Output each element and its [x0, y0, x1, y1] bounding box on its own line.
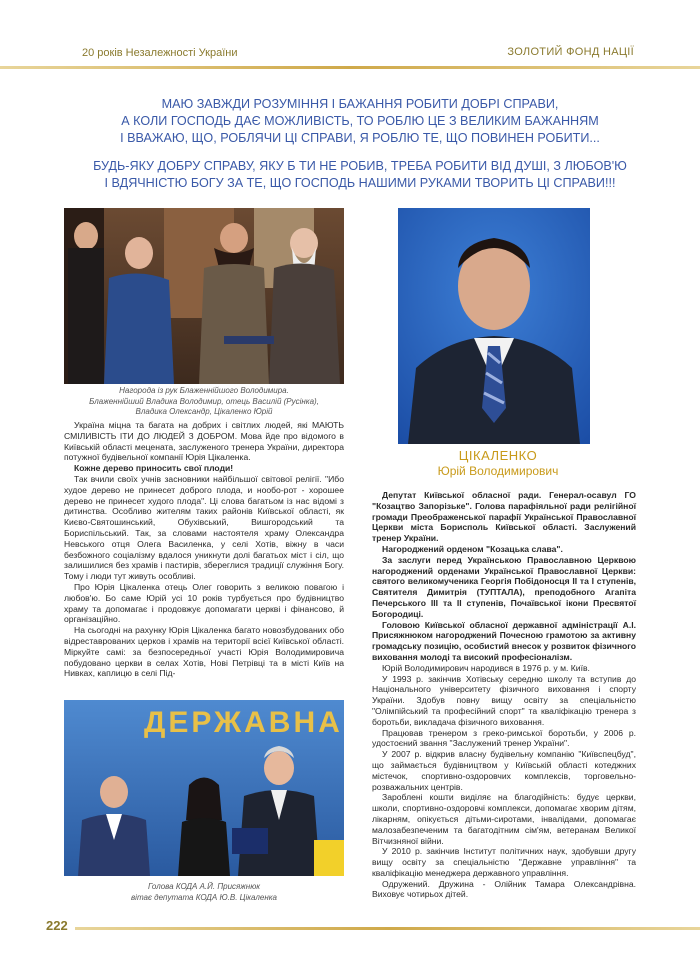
quote-2-line-1: БУДЬ-ЯКУ ДОБРУ СПРАВУ, ЯКУ Б ТИ НЕ РОБИВ, ТРЕБА РОБИТИ ВІД ДУШІ, З ЛЮБОВ'Ю — [93, 159, 627, 173]
person-surname: ЦІКАЛЕНКО — [458, 448, 538, 463]
right-paragraph: Нагороджений орденом "Козацька слава". — [382, 543, 563, 554]
running-header-left: 20 років Незалежності України — [82, 47, 238, 59]
photo-award-koda-image — [64, 700, 344, 876]
quote-1-line-3: І ВВАЖАЮ, ЩО, РОБЛЯЧИ ЦІ СПРАВИ, Я РОБЛЮ ТЕ, ЩО ПОВИНЕН РОБИТИ... — [120, 131, 600, 145]
portrait-image — [398, 208, 590, 444]
right-paragraph: Депутат Київської обласної ради. Генерал-осавул ГО "Козацтво Запорізьке". Голова парафіяльної ради релігійної громади Преображенської парафії Української Православної Церкви міста Борисполь Київської області. Заслужений тренер України. — [372, 490, 636, 544]
left-paragraph: Україна міцна та багата на добрих і світлих людей, які МАЮТЬ СМІЛИВІСТЬ ІТИ ДО ЛЮДЕЙ З ДОБРОМ. Мова йде про відомого в Київській області мецената, заслуженого тренера України, директора потужної будівельної компанії Юрія Цікаленка. — [64, 420, 344, 463]
left-paragraph: Так вчили своїх учнів засновники найбільшої світової релігії. "Ибо худое дерево не принесет доброго плода, и нообо-рот - хорошее дерево не принесет худого плода". Ці слова багатьом із нас відомі з дитинства. Особливо жителям таких районів Київської області, як Києво-Святошинський, Обухівський, Вишгородський та Бориспільський. Так, за словами настоятеля храму Олександра Невського отця Олега Василенка, у селі Хотів, віжну в часи безбожного соціалізму вдалося уникнути долі багатьох міст і сіл, що залишилися без храмів і пастирів, збереглися традиції служіння Богу. Тому і люди тут живуть особливі. — [64, 473, 344, 582]
right-paragraph: У 2010 р. закінчив Інститут політичних наук, здобувши другу вищу освіту за спеціальністю "Державне управління" та кваліфікацію менеджера державного управління. — [372, 846, 636, 878]
quote-1-line-2: А КОЛИ ГОСПОДЬ ДАЄ МОЖЛИВІСТЬ, ТО РОБЛЮ ЦЕ З ВЕЛИКИМ БАЖАННЯМ — [121, 114, 599, 128]
right-text-column — [372, 490, 636, 900]
right-paragraph: У 2007 р. відкрив власну будівельну компанію "Київспецбуд", що займається будівництвом у Київській області котеджних містечок, спортивно-оздоровчих комплексів, торговельно-розважальних центрів. — [372, 749, 636, 792]
left-paragraph-heading: Кожне дерево приносить свої плоди! — [74, 463, 234, 474]
quote-1 — [60, 96, 660, 147]
photo-1-caption-line-1: Нагорода із рук Блаженнійшого Володимира. — [119, 386, 289, 395]
page-number: 222 — [46, 918, 68, 933]
right-paragraph: Працював тренером з греко-римської боротьби, у 2006 р. удостоєний звання "Заслужений тренер України". — [372, 727, 636, 749]
photo-2-caption-line-2: вітає депутата КОДА Ю.В. Цікаленка — [131, 892, 277, 902]
portrait-photo — [398, 208, 590, 444]
quote-2-line-2: І ВДЯЧНІСТЮ БОГУ ЗА ТЕ, ЩО ГОСПОДЬ НАШИМИ РУКАМИ ТВОРИТЬ ЦІ СПРАВИ!!! — [104, 176, 616, 190]
right-paragraph: Головою Київської обласної державної адміністрації А.І. Присяжнюком нагороджений Почесною грамотою за активну громадську позицію, особистий внесок у розвиток фізичного виховання молоді та високий професіоналізм. — [372, 619, 636, 662]
left-paragraph: На сьогодні на рахунку Юрія Цікаленка багато новозбудованих обо відреставрованих церков і храмів на території всієї Київської області. Міркуйте самі: за безпосередньої участі Юрія Володимировича побудовано церкви в селах Хотів, Нові Петрівці та в місті Київ на Нивках, каплицю в селі Під- — [64, 625, 344, 679]
photo-award-ceremony-image — [64, 208, 344, 384]
left-paragraph: Про Юрія Цікаленка отець Олег говорить з великою повагою і любов'ю. Бо саме Юрій усі 10 років турбується про будівництво храму та допомагає і продовжує допомагати церкві і фінансово, й організаційно. — [64, 581, 344, 625]
right-paragraph: Юрій Володимирович народився в 1976 р. у м. Київ. — [382, 662, 590, 673]
photo-1-caption-line-2: Блаженнійший Владика Володимир, отець Василій (Русінка), — [89, 396, 319, 406]
right-paragraph: Одружений. Дружина - Олійник Тамара Олександрівна. Виховує чотирьох дітей. — [372, 878, 636, 900]
footer-rule — [75, 927, 700, 930]
photo-2-banner-text: ДЕРЖАВНА — [144, 706, 343, 739]
right-paragraph: За заслуги перед Українською Православною Церквою нагороджений орденами Української Православної Церкви: святого великомученика Георгія Побідоносця II та I ступенів, Святителя Димитрія (ТУПТАЛА), преподобного Агапіта Печерського III та II ступенів, Почаївської ікони Пресвятої Богородиці. — [372, 554, 636, 619]
right-paragraph: У 1993 р. закінчив Хотівську середню школу та вступив до Національного університету фізичного виховання і спорту України. Здобув повну вищу освіту за спеціальністю "Олімпійський та професійний спорт" та кваліфікацію тренера з боротьби, викладача фізичного виховання. — [372, 673, 636, 727]
header-rule — [0, 66, 700, 69]
left-text-column — [64, 420, 344, 679]
person-name-block — [398, 448, 598, 478]
photo-2-caption-line-1: Голова КОДА А.Й. Присяжнюк — [148, 882, 260, 891]
photo-award-koda — [64, 700, 344, 876]
right-paragraph: Зароблені кошти виділяє на благодійність: будує церкви, школи, спортивно-оздоровчі комплекси, допомагає хворим дітям, лікарням, опікується дітьми-сиротами, інвалідами, допомагає малозабезпеченим та багатодітним сім'ям, ветеранам Великої Вітчизняної війни. — [372, 792, 636, 846]
quote-1-line-1: МАЮ ЗАВЖДИ РОЗУМІННЯ І БАЖАННЯ РОБИТИ ДОБРІ СПРАВИ, — [161, 97, 559, 111]
running-header-right: ЗОЛОТИЙ ФОНД НАЦІЇ — [507, 46, 634, 58]
person-given-name: Юрій Володимирович — [437, 464, 559, 478]
quote-2 — [60, 158, 660, 192]
photo-2-caption — [64, 882, 344, 903]
photo-1-caption-line-3: Владика Олександр, Цікаленко Юрій — [135, 407, 273, 416]
photo-1-caption — [64, 386, 344, 418]
photo-award-ceremony — [64, 208, 344, 384]
